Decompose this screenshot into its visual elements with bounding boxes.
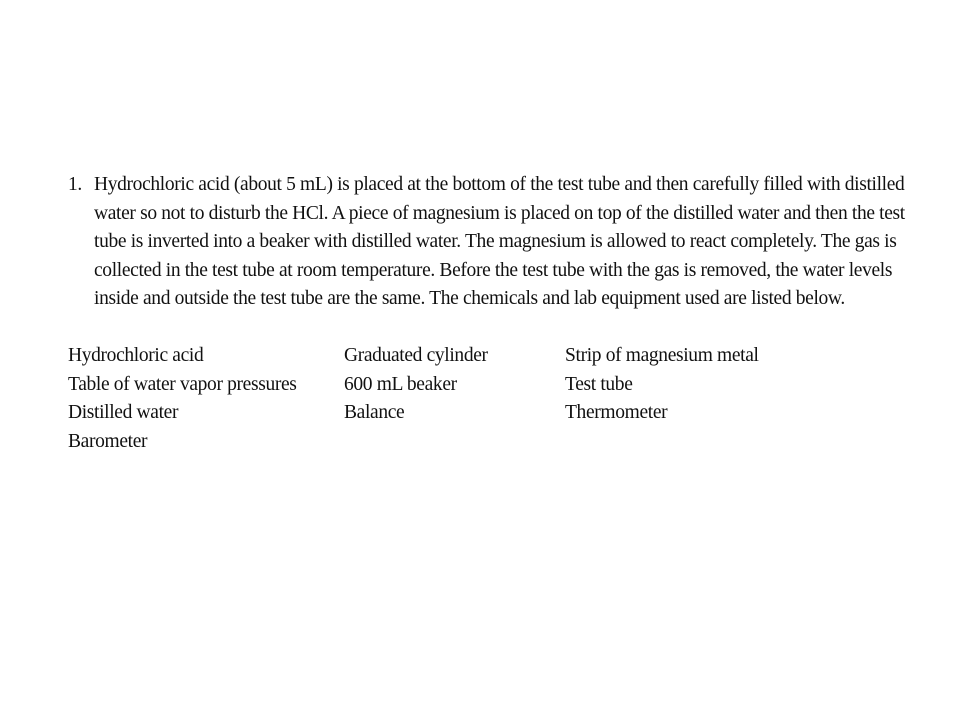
question-text: Hydrochloric acid (about 5 mL) is placed at the bottom of the test tube and then carefully filled with distilled water so not to disturb the HCl. A piece of magnesium is placed on top of the distilled water and then the test tube is inverted into a beaker with distilled water. The magnesium is allowed to react completely. The gas is collected in the test tube at room temperature. Before the test tube with the gas is removed, the water levels inside and outside the test tube are the same. The chemicals and lab equipment used are listed below. bbox=[94, 174, 905, 310]
materials-column-1 bbox=[68, 342, 297, 456]
material-item: Table of water vapor pressures bbox=[68, 373, 297, 395]
question-1 bbox=[68, 171, 914, 314]
material-item: Graduated cylinder bbox=[344, 345, 488, 366]
material-item: Distilled water bbox=[68, 402, 179, 424]
materials-column-3 bbox=[565, 342, 759, 428]
material-item: Barometer bbox=[68, 430, 148, 452]
material-item: Balance bbox=[344, 402, 405, 424]
material-item: Strip of magnesium metal bbox=[565, 345, 759, 366]
material-item: 600 mL beaker bbox=[344, 373, 457, 395]
material-item: Thermometer bbox=[565, 402, 668, 424]
materials-column-2 bbox=[344, 342, 488, 428]
material-item: Hydrochloric acid bbox=[68, 345, 204, 366]
material-item: Test tube bbox=[565, 373, 633, 395]
question-number: 1. bbox=[68, 174, 82, 195]
